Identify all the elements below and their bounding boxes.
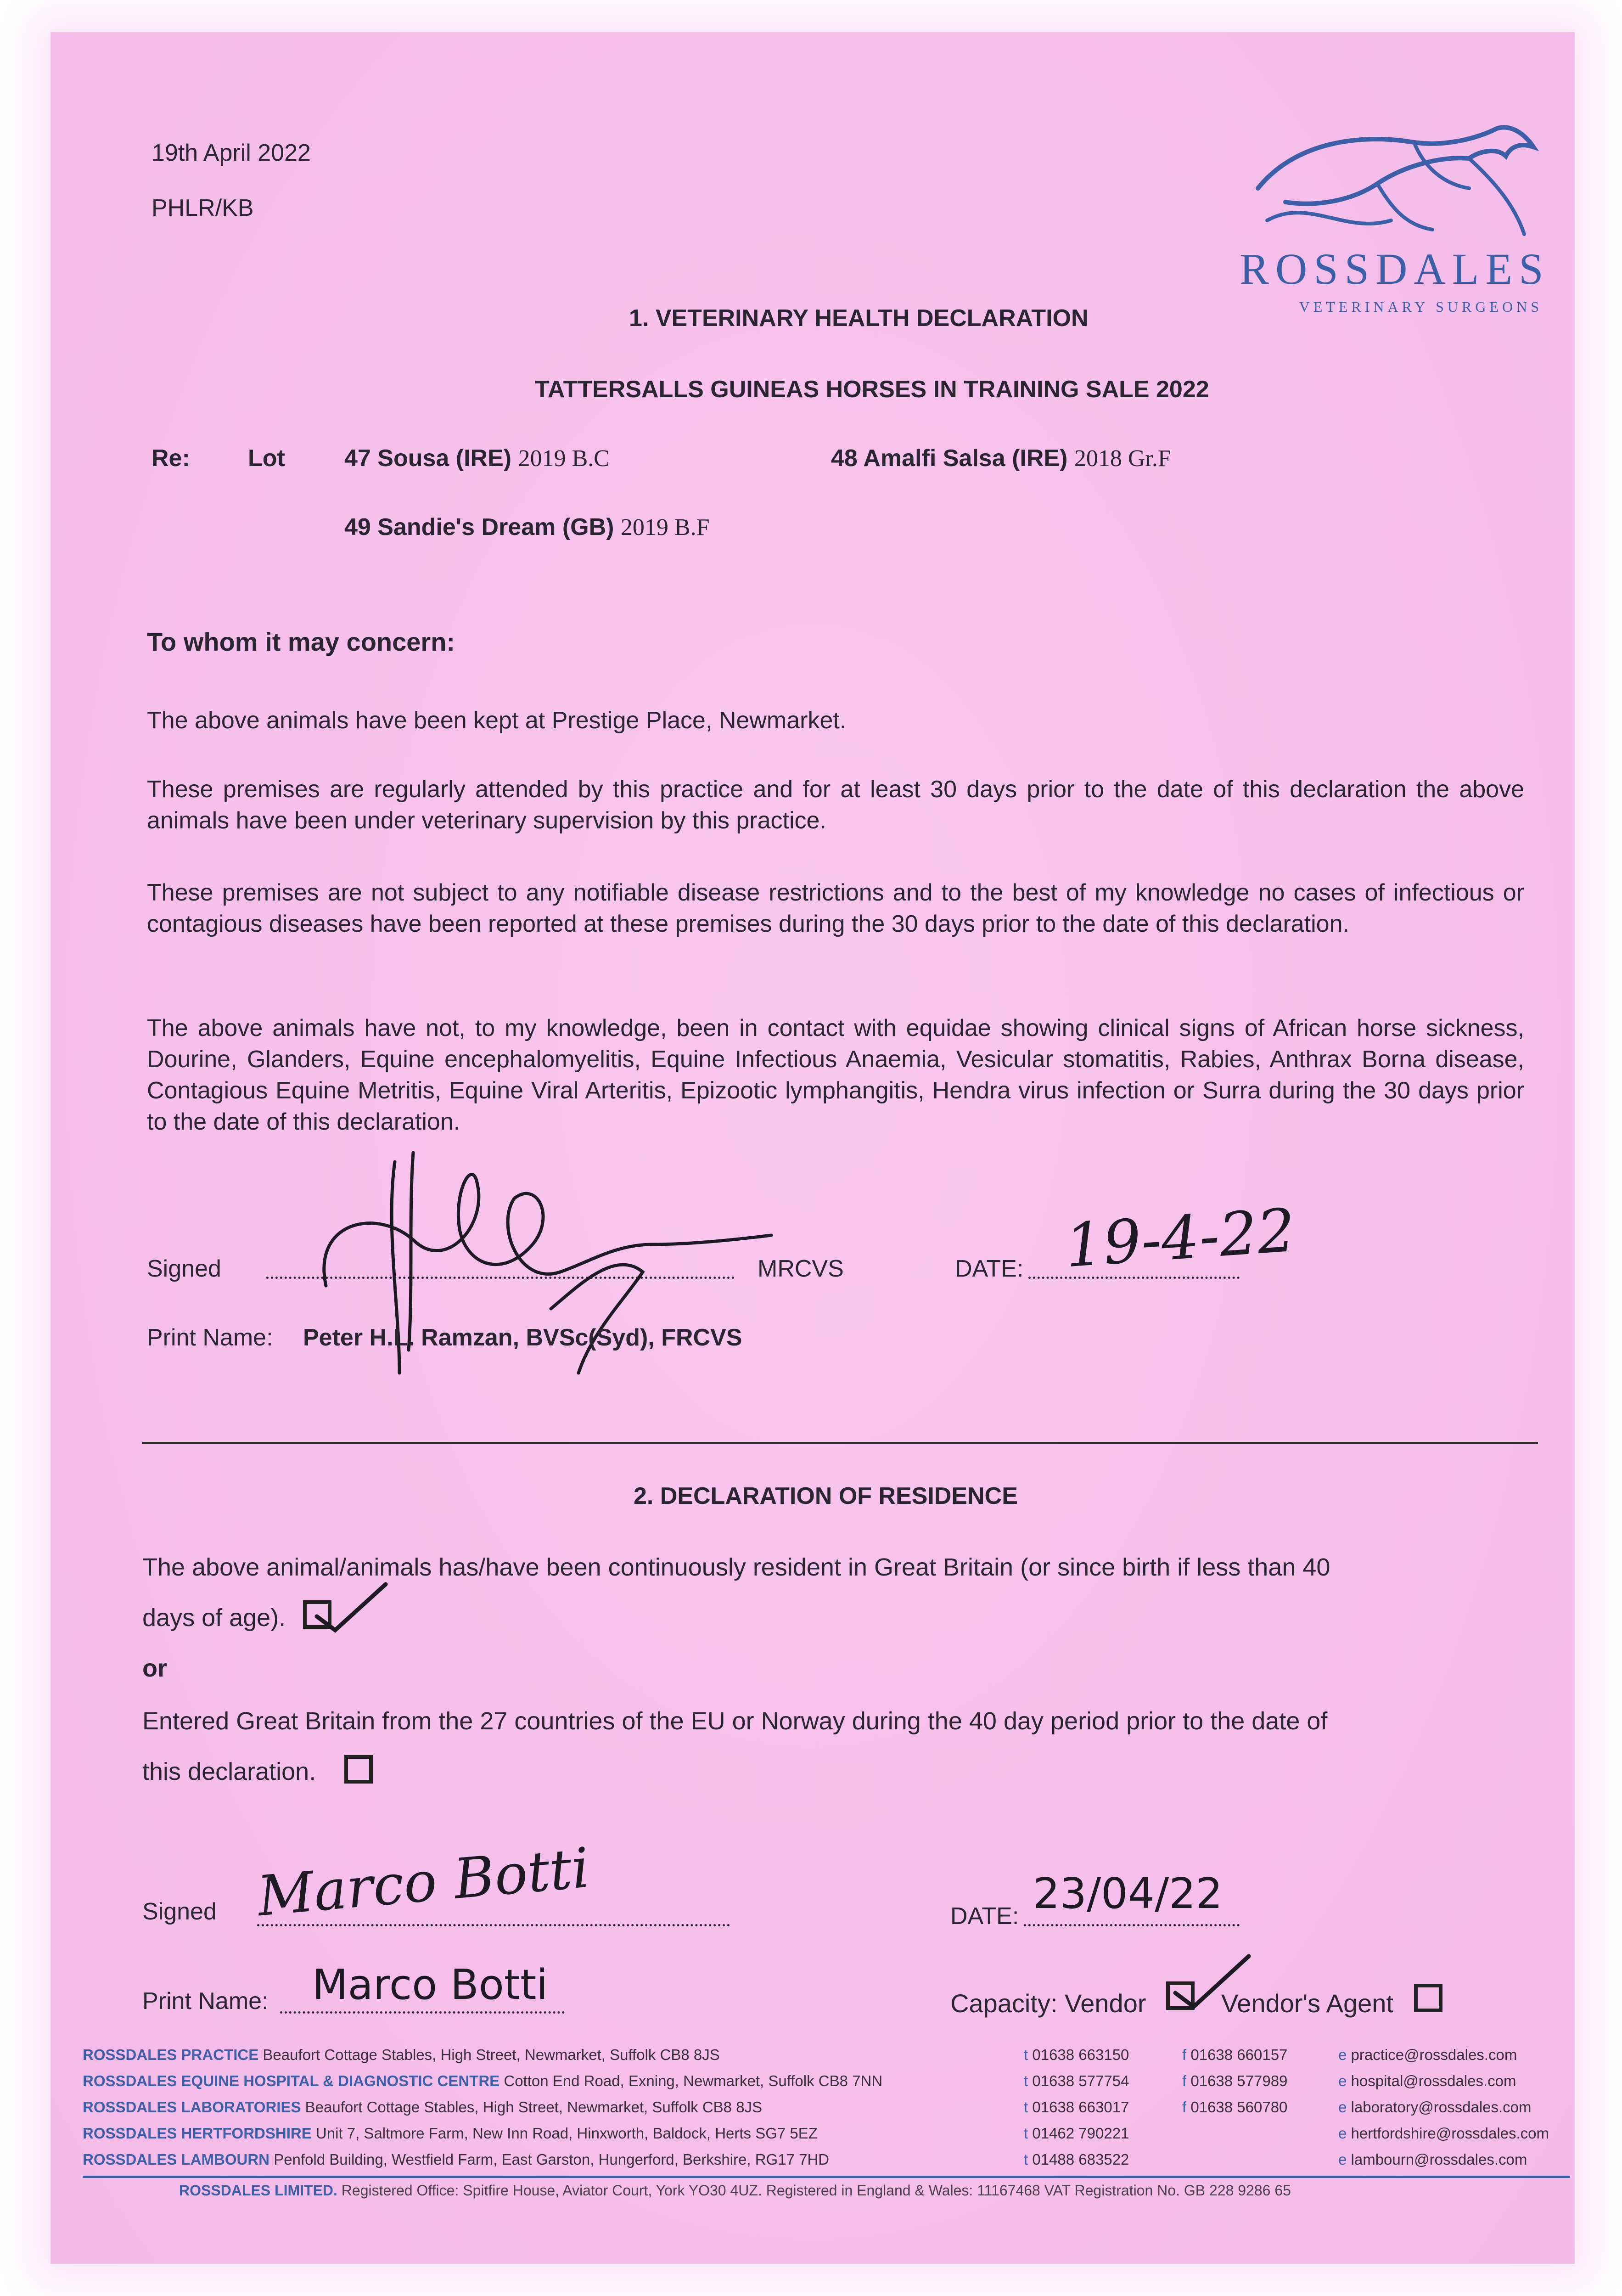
lot-item: [831, 443, 1171, 474]
signed-label: Signed: [147, 1255, 221, 1282]
phone-number: t 01638 663150: [1024, 2046, 1129, 2063]
email-address: e lambourn@rossdales.com: [1338, 2151, 1527, 2168]
lot-item: [344, 512, 710, 543]
handwritten-date: 23/04/22: [1033, 1869, 1223, 1918]
paragraph: The above animals have not, to my knowledge, been in contact with equidae showing clinical signs of African horse sickness, Dourine, Glanders, Equine encephalomyelitis, Equine Infectious Anaemia, Vesicular stomatitis, Rabies, Anthrax Borna disease, Contagious Equine Metritis, Equine Viral Arteritis, Epizootic lymphangitis, Hendra virus infection or Surra during the 30 days prior to the date of this declaration.: [147, 1015, 1524, 1135]
vet-signature: [294, 1134, 799, 1391]
email-address: e practice@rossdales.com: [1338, 2046, 1517, 2063]
fax-number: f 01638 560780: [1182, 2099, 1288, 2116]
footer-office: [83, 2150, 829, 2169]
lot-detail: 2019 B.F: [620, 514, 710, 540]
letter-date: 19th April 2022: [152, 140, 311, 166]
residence-option2-line2: this declaration.: [142, 1758, 316, 1785]
office-address: Cotton End Road, Exning, Newmarket, Suffolk CB8 7NN: [504, 2072, 883, 2089]
footer-office: [83, 2124, 818, 2143]
lot-name: 48 Amalfi Salsa (IRE): [831, 445, 1068, 472]
date-label: DATE:: [950, 1903, 1019, 1930]
or-label: or: [142, 1654, 167, 1682]
horse-logo-icon: [1240, 115, 1543, 253]
company-name: ROSSDALES LIMITED.: [179, 2182, 337, 2199]
office-name: ROSSDALES LABORATORIES: [83, 2099, 301, 2116]
print-name-label: Print Name:: [147, 1324, 273, 1351]
email-address: e hertfordshire@rossdales.com: [1338, 2125, 1549, 2142]
office-address: Beaufort Cottage Stables, High Street, Newmarket, Suffolk CB8 8JS: [305, 2099, 763, 2116]
sale-name: TATTERSALLS GUINEAS HORSES IN TRAINING SALE 2022: [535, 376, 1209, 403]
re-label: Re:: [152, 445, 190, 472]
section2-title: 2. DECLARATION OF RESIDENCE: [634, 1483, 1018, 1509]
section1-title: 1. VETERINARY HEALTH DECLARATION: [629, 305, 1089, 332]
residence-option1-line1: The above animal/animals has/have been continuously resident in Great Britain (or since birth if less than 40: [142, 1553, 1330, 1581]
date-label: DATE:: [955, 1255, 1024, 1282]
signed-label: Signed: [142, 1898, 217, 1925]
agent-checkbox[interactable]: [1414, 1984, 1442, 2012]
logo-wordmark: ROSSDALES: [1240, 244, 1550, 293]
lot-item: [344, 443, 610, 474]
fax-number: f 01638 577989: [1182, 2072, 1288, 2089]
checkmark-icon: [308, 1575, 390, 1639]
print-name-value: Peter H.L. Ramzan, BVSc(Syd), FRCVS: [303, 1324, 742, 1351]
rossdales-logo: [1240, 115, 1550, 326]
company-registration: [179, 2182, 1291, 2199]
phone-number: t 01638 577754: [1024, 2072, 1129, 2089]
office-address: Unit 7, Saltmore Farm, New Inn Road, Hinxworth, Baldock, Herts SG7 5EZ: [315, 2125, 818, 2142]
office-name: ROSSDALES HERTFORDSHIRE: [83, 2125, 312, 2142]
phone-number: t 01462 790221: [1024, 2125, 1129, 2142]
email-address: e hospital@rossdales.com: [1338, 2072, 1516, 2089]
handwritten-date: 19-4-22: [1063, 1195, 1298, 1281]
lot-detail: 2018 Gr.F: [1074, 445, 1171, 472]
office-address: Beaufort Cottage Stables, High Street, Newmarket, Suffolk CB8 8JS: [263, 2046, 720, 2063]
footer-office: [83, 2098, 762, 2116]
footer-office: [83, 2046, 720, 2064]
residence-option1-line2: days of age).: [142, 1604, 286, 1632]
office-name: ROSSDALES PRACTICE: [83, 2046, 259, 2063]
footer-rule: [83, 2176, 1570, 2178]
mrcvs-label: MRCVS: [758, 1255, 844, 1282]
fax-number: f 01638 660157: [1182, 2046, 1288, 2063]
date-line: [1024, 1919, 1240, 1926]
print-name-value: Marco Botti: [312, 1961, 548, 2009]
logo-subtitle: VETERINARY SURGEONS: [1299, 298, 1543, 315]
residence-option2-line1: Entered Great Britain from the 27 countries of the EU or Norway during the 40 day period prior to the date of: [142, 1707, 1328, 1735]
lot-name: 49 Sandie's Dream (GB): [344, 514, 614, 540]
lot-name: 47 Sousa (IRE): [344, 445, 512, 472]
eu-entry-checkbox[interactable]: [344, 1755, 373, 1784]
salutation: To whom it may concern:: [147, 627, 455, 656]
vendor-signature: Marco Botti: [255, 1836, 592, 1929]
section-divider: [142, 1442, 1538, 1444]
letter-reference: PHLR/KB: [152, 195, 254, 221]
paragraph: The above animals have been kept at Prestige Place, Newmarket.: [147, 707, 847, 734]
capacity-label: Capacity: Vendor: [950, 1989, 1146, 2018]
document-page: [51, 32, 1575, 2264]
office-address: Penfold Building, Westfield Farm, East Garston, Hungerford, Berkshire, RG17 7HD: [274, 2151, 830, 2168]
registration-text: Registered Office: Spitfire House, Aviator Court, York YO30 4UZ. Registered in England & Wales: 11167468 VAT Registration No. GB 228 9286 65: [341, 2182, 1291, 2199]
footer-office: [83, 2072, 882, 2090]
phone-number: t 01488 683522: [1024, 2151, 1129, 2168]
paragraph: These premises are regularly attended by this practice and for at least 30 days prior to the date of this declaration the above animals have been under veterinary supervision by this practice.: [147, 776, 1524, 834]
paragraph: These premises are not subject to any notifiable disease restrictions and to the best of my knowledge no cases of infectious or contagious diseases have been reported at these premises during the 30 days prior to the date of this declaration.: [147, 879, 1524, 937]
agent-label: Vendor's Agent: [1221, 1989, 1393, 2018]
lot-label: Lot: [248, 445, 285, 472]
office-name: ROSSDALES LAMBOURN: [83, 2151, 270, 2168]
lot-detail: 2019 B.C: [518, 445, 610, 472]
email-address: e laboratory@rossdales.com: [1338, 2099, 1532, 2116]
office-name: ROSSDALES EQUINE HOSPITAL & DIAGNOSTIC CENTRE: [83, 2072, 500, 2089]
print-name-label: Print Name:: [142, 1988, 269, 2015]
phone-number: t 01638 663017: [1024, 2099, 1129, 2116]
